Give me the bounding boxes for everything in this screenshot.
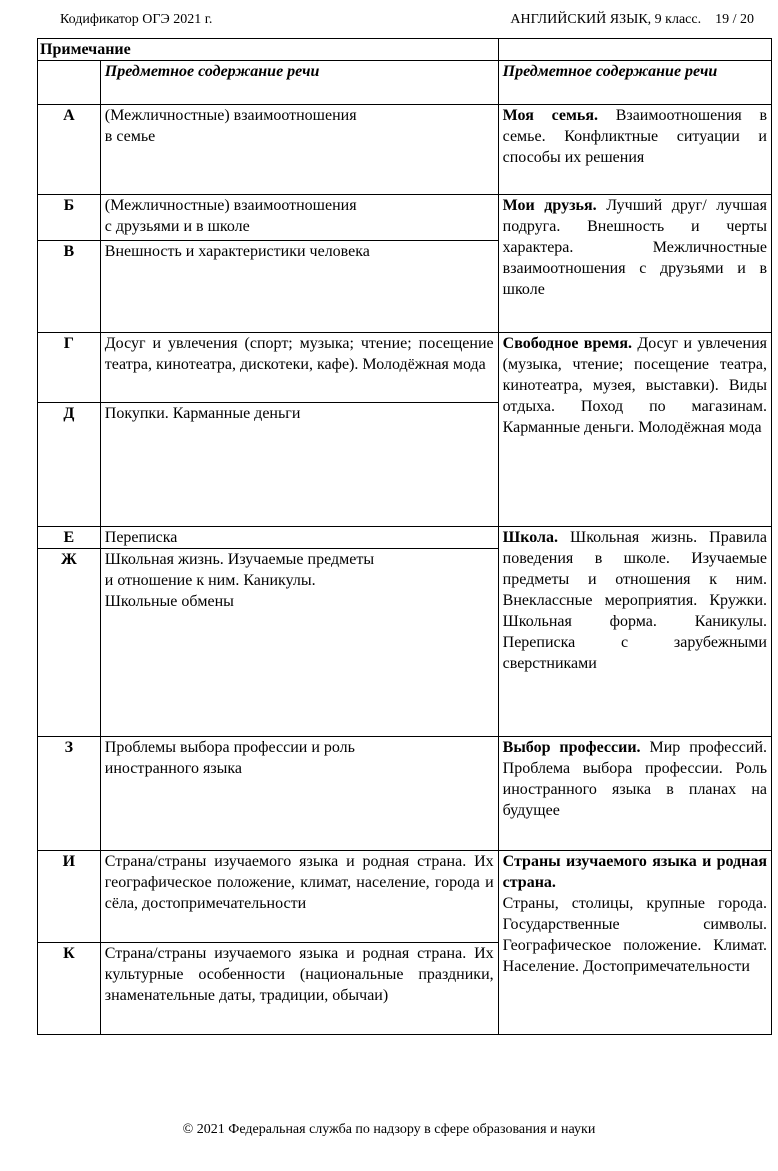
row-topic: Школьная жизнь. Изучаемые предметы и отношение к ним. Каникулы. Школьные обмены [100, 549, 498, 737]
empty-letter-cell [38, 61, 101, 105]
row-topic: Страна/страны изучаемого языка и родная страна. Их географическое положение, климат, население, города и сёла, достопримечательности [100, 851, 498, 943]
row-topic: Страна/страны изучаемого языка и родная страна. Их культурные особенности (национальные праздники, знаменательные даты, традиции, обычаи) [100, 943, 498, 1035]
right-topic-block [498, 527, 771, 737]
right-topic-text: Школьная жизнь. Правила поведения в школе. Изучаемые предметы и отношения к ним. Внеклассные мероприятия. Кружки. Школьная форма. Каникулы. Переписка с зарубежными сверстниками [502, 529, 768, 672]
right-topic-title: Мои друзья. [502, 197, 597, 214]
header-right: АНГЛИЙСКИЙ ЯЗЫК, 9 класс. 19 / 20 [510, 12, 754, 27]
row-topic: Покупки. Карманные деньги [100, 403, 498, 527]
row-letter: В [38, 241, 101, 333]
row-letter: А [38, 105, 101, 195]
right-topic-title: Моя семья. [502, 107, 598, 124]
column-header-right: Предметное содержание речи [498, 61, 771, 105]
right-topic-title: Страны изучаемого языка и родная страна. [502, 853, 767, 891]
right-topic-block [498, 851, 771, 1035]
row-letter: Ж [38, 549, 101, 737]
right-topic-text: Страны, столицы, крупные города. Государственные символы. Географическое положение. Климат. Население. Достопримечательности [502, 895, 767, 975]
right-topic-text: Взаимоотношения в семье. Конфликтные ситуации и способы их решения [502, 107, 767, 166]
footer-copyright: © 2021 Федеральная служба по надзору в сфере образования и науки [182, 1122, 596, 1137]
row-topic: (Межличностные) взаимоотношения с друзьями и в школе [100, 195, 498, 241]
right-topic-text: Досуг и увлечения (музыка, чтение; посещение театра, кинотеатра, музея, выставки). Виды отдыха. Поход по магазинам. Карманные деньги. Молодёжная мода [502, 335, 767, 436]
content-table [37, 38, 772, 1035]
row-letter: И [38, 851, 101, 943]
row-topic: Переписка [100, 527, 498, 549]
row-letter: З [38, 737, 101, 851]
row-topic: Досуг и увлечения (спорт; музыка; чтение; посещение театра, кинотеатра, дискотеки, кафе). Молодёжная мода [100, 333, 498, 403]
row-letter: К [38, 943, 101, 1035]
empty-cell [498, 39, 771, 61]
right-topic-title: Выбор профессии. [502, 739, 641, 756]
right-topic-text: Мир профессий. Проблема выбора профессии. Роль иностранного языка в планах на будущее [502, 739, 768, 819]
header-left: Кодификатор ОГЭ 2021 г. [60, 12, 213, 27]
row-letter: Б [38, 195, 101, 241]
row-topic: (Межличностные) взаимоотношения в семье [100, 105, 498, 195]
right-topic-title: Школа. [502, 529, 558, 546]
note-label: Примечание [38, 39, 499, 61]
right-topic-block [498, 105, 771, 195]
column-header-left: Предметное содержание речи [100, 61, 498, 105]
row-letter: Д [38, 403, 101, 527]
right-topic-title: Свободное время. [502, 335, 632, 352]
right-topic-text: Лучший друг/ лучшая подруга. Внешность и черты характера. Межличностные взаимоотношения с друзьями и в школе [502, 197, 768, 298]
row-letter: Г [38, 333, 101, 403]
right-topic-block [498, 333, 771, 527]
row-topic: Проблемы выбора профессии и роль иностранного языка [100, 737, 498, 851]
right-topic-block [498, 737, 771, 851]
right-topic-block [498, 195, 771, 333]
row-topic: Внешность и характеристики человека [100, 241, 498, 333]
row-letter: Е [38, 527, 101, 549]
